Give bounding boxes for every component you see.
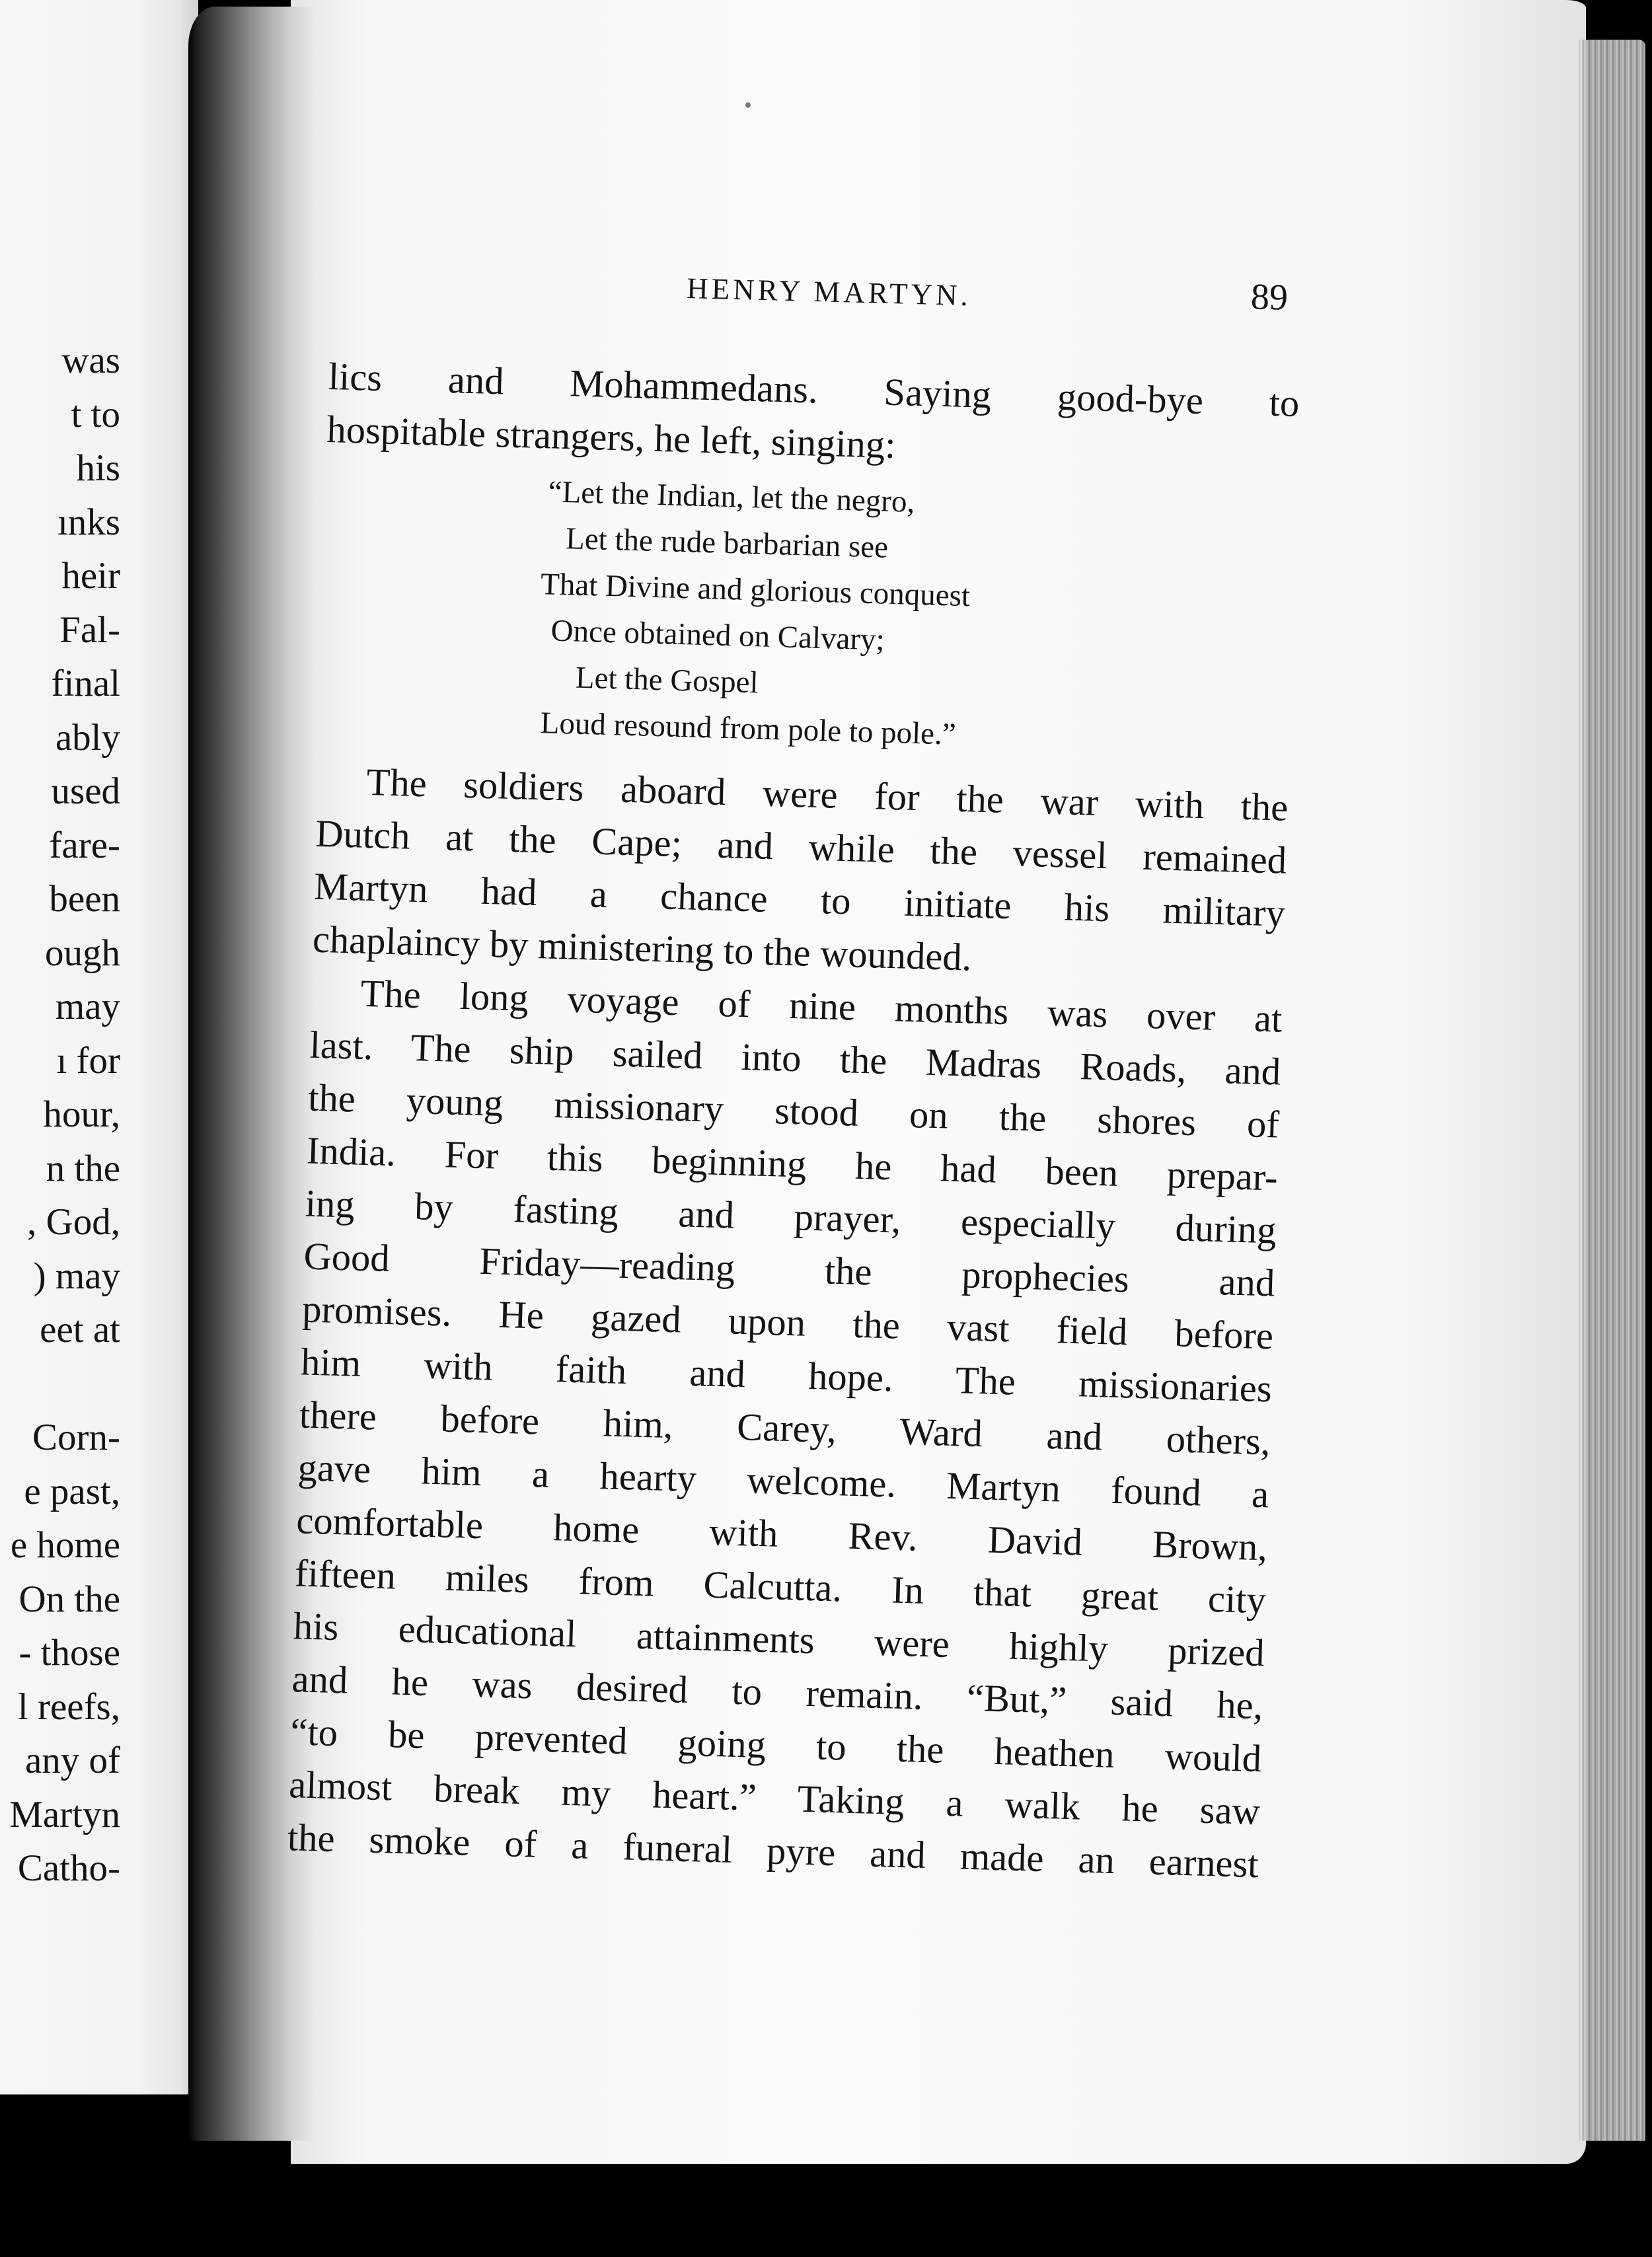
text-line: the smoke of a funeral pyre and made an earnest <box>287 1816 1259 1886</box>
text-line: promises. He gazed upon the vast field before <box>301 1287 1274 1358</box>
text-line: him with faith and hope. The missionaries <box>300 1340 1273 1411</box>
text-line: lics and Mohammedans. Saying good-bye to <box>327 354 1300 426</box>
text-line: and he was desired to remain. “But,” said he, <box>291 1657 1264 1728</box>
left-line: eet at <box>40 1309 120 1350</box>
text-line: Dutch at the Cape; and while the vessel remained <box>315 811 1287 882</box>
left-line: t to <box>71 393 120 435</box>
page-number: 89 <box>1250 276 1289 318</box>
text-line: India. For this beginning he had been prepar- <box>306 1128 1279 1199</box>
left-page-fragment <box>0 0 198 2094</box>
left-line: final <box>51 663 120 704</box>
verse-line: “Let the Indian, let the negro, <box>548 474 915 519</box>
text-line: the young missionary stood on the shores of <box>307 1076 1280 1146</box>
left-line: used <box>51 770 120 812</box>
left-line: Fal- <box>59 609 120 651</box>
left-line: fare- <box>49 824 120 866</box>
left-line: n the <box>46 1147 120 1189</box>
text-line: comfortable home with Rev. David Brown, <box>295 1498 1268 1569</box>
text-line: The long voyage of nine months was over at <box>359 971 1283 1041</box>
left-line: any of <box>24 1740 120 1781</box>
text-line: there before him, Carey, Ward and others, <box>299 1393 1271 1463</box>
left-line: hour, <box>43 1093 120 1135</box>
left-line: Corn- <box>32 1417 120 1458</box>
left-line: Catho- <box>17 1847 120 1889</box>
text-line: his educational attainments were highly prized <box>293 1604 1265 1675</box>
text-line: hospitable strangers, he left, singing: <box>326 407 897 466</box>
left-line: his <box>76 447 120 489</box>
running-head: HENRY MARTYN. <box>686 271 972 313</box>
text-line: almost break my heart.” Taking a walk he saw <box>288 1763 1261 1833</box>
left-line: was <box>61 340 120 381</box>
left-line: may <box>55 986 120 1027</box>
paragraph-voyage <box>287 966 1283 1892</box>
left-line: ı for <box>56 1039 120 1082</box>
paragraph-soldiers <box>312 755 1289 993</box>
verse-line: Loud resound from pole to pole.” <box>540 706 957 752</box>
text-line: Martyn had a chance to initiate his military <box>313 864 1286 935</box>
left-line: ably <box>55 716 120 758</box>
hymn-verse <box>319 462 1297 767</box>
left-line: been <box>49 878 120 920</box>
dust-speck <box>745 102 751 108</box>
left-line: Martyn <box>9 1793 120 1835</box>
left-line: ) may <box>33 1255 120 1297</box>
left-line: l reefs, <box>17 1685 120 1728</box>
page-body <box>287 350 1300 1891</box>
verse-line: Let the rude barbarian see <box>565 521 889 565</box>
left-page-text <box>0 334 198 1896</box>
verse-line: Let the Gospel <box>575 660 759 700</box>
left-line: e past, <box>24 1470 120 1512</box>
text-line: “to be prevented going to the heathen would <box>289 1710 1262 1781</box>
text-line: ing by fasting and prayer, especially during <box>305 1181 1277 1252</box>
verse-line: That Divine and glorious conquest <box>540 567 971 614</box>
text-line: last. The ship sailed into the Madras Roads, and <box>309 1023 1281 1093</box>
left-line-blank <box>0 1357 198 1411</box>
left-line: On the <box>19 1578 120 1620</box>
left-line: heir <box>61 555 120 597</box>
left-line: ınks <box>57 501 120 543</box>
page-edges <box>1579 40 1645 2141</box>
left-line: ough <box>45 932 120 974</box>
text-line: fifteen miles from Calcutta. In that great city <box>294 1551 1267 1622</box>
text-line: gave him a hearty welcome. Martyn found a <box>297 1446 1270 1516</box>
verse-line: Once obtained on Calvary; <box>550 613 885 657</box>
left-line: - those <box>19 1632 120 1674</box>
text-line: Good Friday—reading the prophecies and <box>303 1234 1276 1305</box>
left-line: , God, <box>27 1201 120 1243</box>
text-line: The soldiers aboard were for the war with the <box>365 760 1289 829</box>
left-line: e home <box>10 1524 120 1566</box>
text-line: chaplaincy by ministering to the wounded. <box>312 917 973 979</box>
